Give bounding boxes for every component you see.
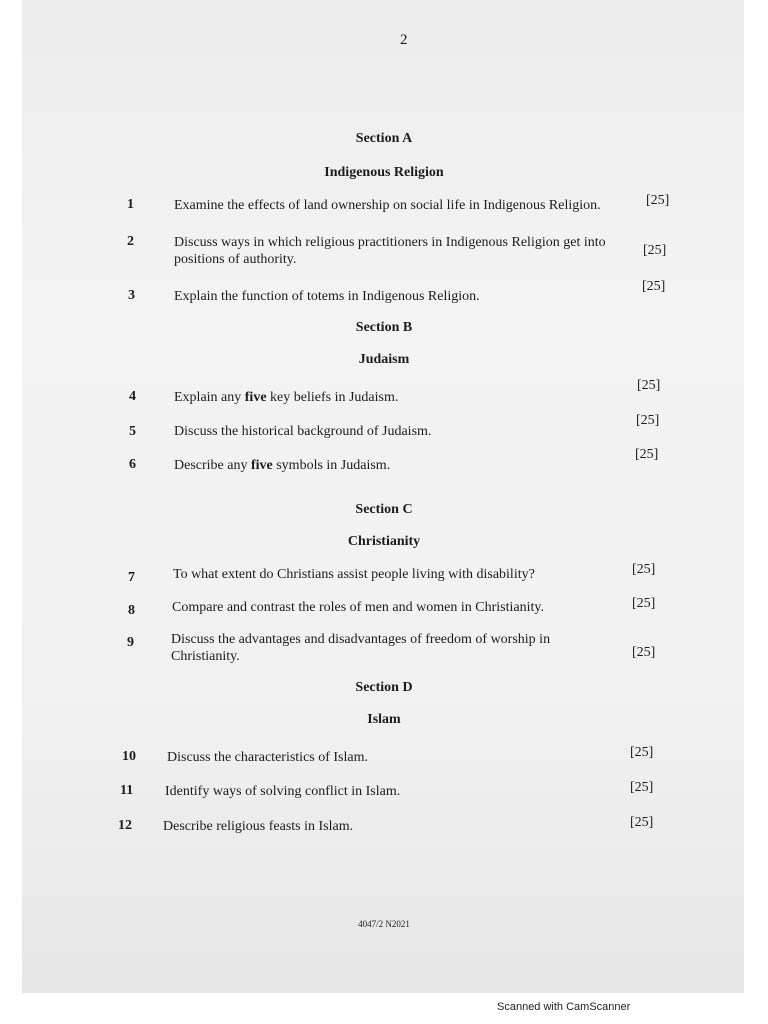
question-text: Discuss the characteristics of Islam. <box>167 750 368 765</box>
question-mark: [25] <box>630 815 654 830</box>
section-heading: Section C <box>355 502 413 517</box>
question-text: Discuss the historical background of Judaism. <box>174 424 432 439</box>
question-text: Examine the effects of land ownership on social life in Indigenous Religion. <box>174 198 601 213</box>
question-text: Explain the function of totems in Indigenous Religion. <box>174 289 480 304</box>
question-mark: [25] <box>632 562 656 577</box>
question-text: Discuss the advantages and disadvantages of freedom of worship in Christianity. <box>171 632 551 664</box>
question-mark: [25] <box>636 413 660 428</box>
question-mark: [25] <box>630 780 654 795</box>
question-number: 4 <box>129 389 136 404</box>
question-number: 7 <box>128 570 135 585</box>
section-subheading: Indigenous Religion <box>324 165 444 180</box>
section-subheading: Judaism <box>358 352 410 367</box>
question-number: 2 <box>127 234 134 249</box>
question-text: To what extent do Christians assist people living with disability? <box>173 567 535 582</box>
question-text: Describe religious feasts in Islam. <box>163 819 354 834</box>
question-mark: [25] <box>637 378 661 393</box>
question-mark: [25] <box>646 193 670 208</box>
question-number: 1 <box>127 197 134 212</box>
emphasis-word: five <box>250 458 273 473</box>
question-number: 5 <box>129 424 136 439</box>
question-number: 8 <box>128 603 135 618</box>
section-subheading: Christianity <box>347 534 421 549</box>
section-heading: Section B <box>355 320 413 335</box>
paper-code: 4047/2 N2021 <box>358 919 410 929</box>
question-number: 9 <box>127 635 134 650</box>
question-number: 12 <box>118 818 132 833</box>
question-text: Compare and contrast the roles of men and women in Christianity. <box>172 600 544 615</box>
question-mark: [25] <box>632 645 656 660</box>
section-heading: Section D <box>355 680 413 695</box>
question-text: Describe any five symbols in Judaism. <box>174 458 391 473</box>
question-mark: [25] <box>635 447 659 462</box>
question-mark: [25] <box>642 279 666 294</box>
question-number: 6 <box>129 457 136 472</box>
section-heading: Section A <box>355 131 413 146</box>
question-text: Explain any five key beliefs in Judaism. <box>174 390 399 405</box>
section-subheading: Islam <box>367 712 401 727</box>
scanned-page <box>22 0 744 993</box>
emphasis-word: five <box>244 390 267 405</box>
question-mark: [25] <box>630 745 654 760</box>
question-mark: [25] <box>632 596 656 611</box>
question-text: Identify ways of solving conflict in Islam. <box>165 784 401 799</box>
question-mark: [25] <box>643 243 667 258</box>
question-number: 3 <box>128 288 135 303</box>
scanner-watermark: Scanned with CamScanner <box>497 1001 631 1013</box>
question-number: 11 <box>120 783 134 798</box>
question-text: Discuss ways in which religious practitioners in Indigenous Religion get into positions of authority. <box>174 235 606 267</box>
question-number: 10 <box>122 749 136 764</box>
page-number: 2 <box>400 32 408 48</box>
